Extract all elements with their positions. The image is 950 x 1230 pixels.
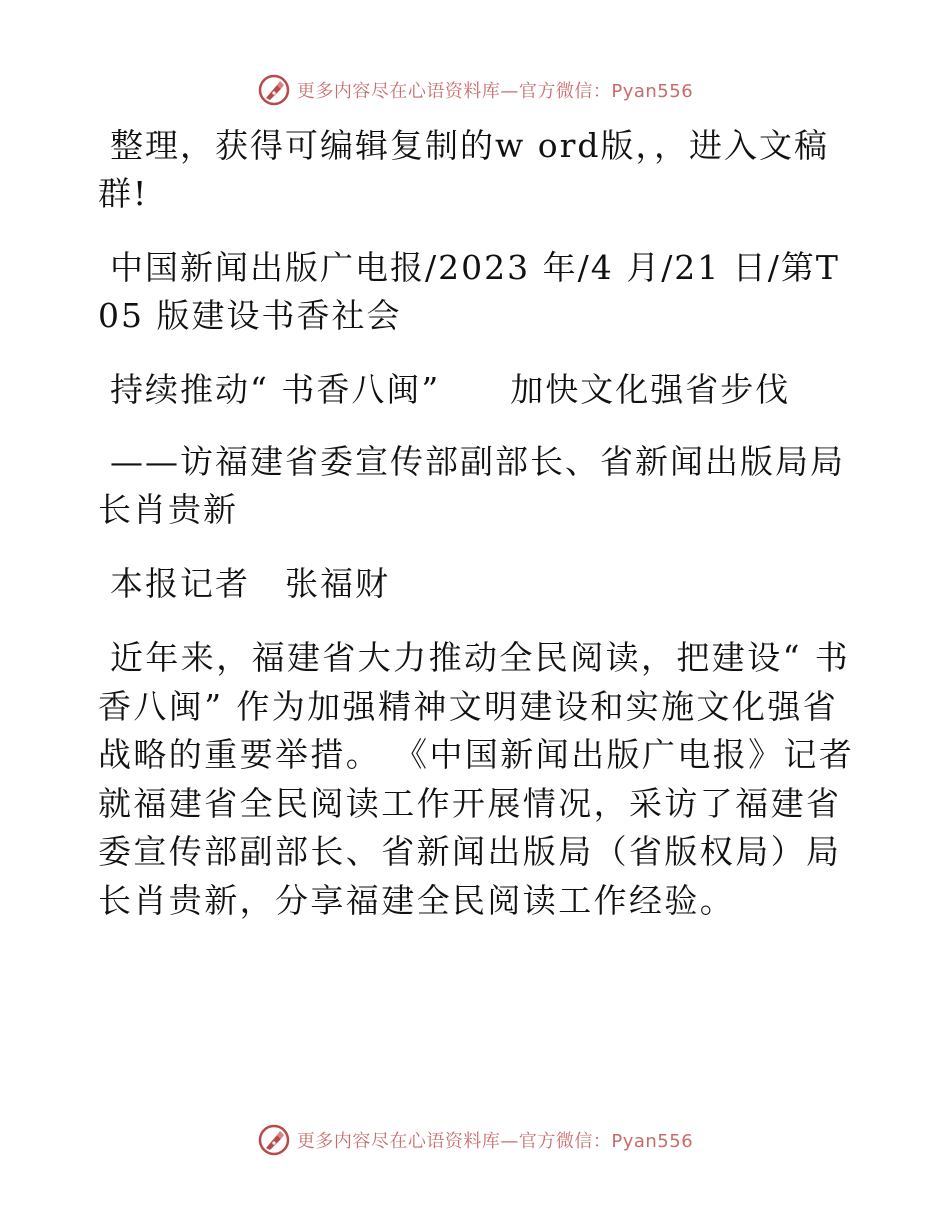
pen-nib-seal-icon: [257, 1123, 291, 1157]
intro-paragraph: 整理，获得可编辑复制的w ord版，，进入文稿群!: [98, 126, 830, 213]
article-headline: 持续推动“ 书香八闽” 加快文化强省步伐: [110, 370, 791, 409]
article-subheadline: ——访福建省委宣传部副部长、省新闻出版局局长肖贵新: [98, 442, 845, 529]
watermark-text: 更多内容尽在心语资料库—官方微信：Pyan556: [296, 81, 694, 102]
watermark-text: 更多内容尽在心语资料库—官方微信：Pyan556: [296, 1131, 694, 1152]
pen-nib-seal-icon: [257, 73, 291, 107]
header-watermark-banner: [0, 70, 950, 110]
source-line: 中国新闻出版广电报/2023 年/4 月/21 日/第T05 版建设书香社会: [98, 248, 840, 335]
footer-watermark-banner: [0, 1120, 950, 1160]
document-body: [98, 122, 858, 925]
lead-paragraph: 近年来，福建省大力推动全民阅读，把建设“ 书香八闽” 作为加强精神文明建设和实施文化强省战略的重要举措。 《中国新闻出版广电报》记者就福建省全民阅读工作开展情况，采访了福建省委宣传部副部长、省新闻出版局（省版权局）局长肖贵新，分享福建全民阅读工作经验。: [98, 638, 855, 920]
article-byline: 本报记者 张福财: [110, 564, 390, 603]
